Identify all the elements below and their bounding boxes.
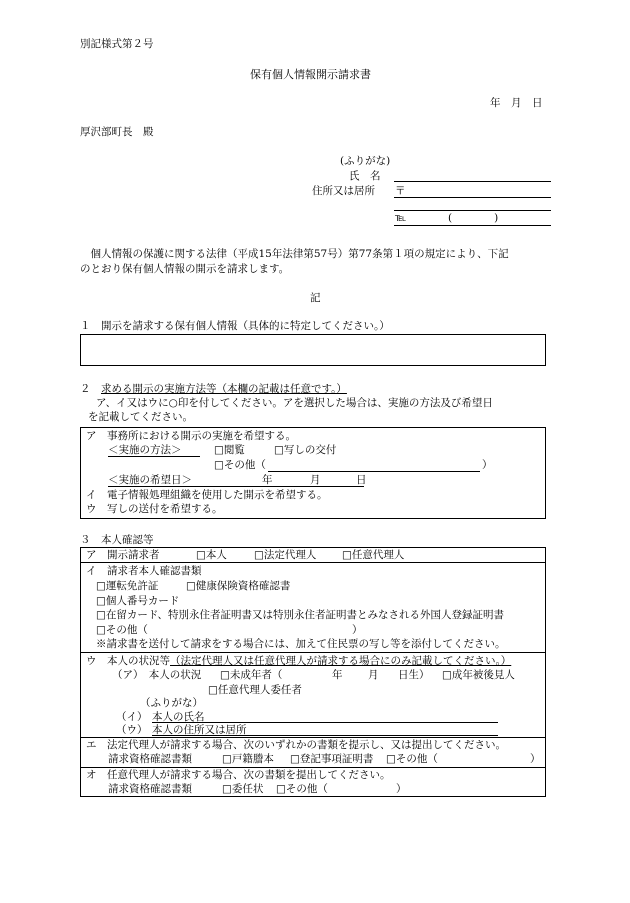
address-field-2[interactable] xyxy=(394,210,551,211)
id-note: ※請求書を送付して請求をする場合には、加えて住民票の写し等を添付してください。 xyxy=(96,638,506,650)
divider xyxy=(80,652,546,653)
legal-agent-docs: 請求資格確認書類 xyxy=(108,753,192,765)
id-other-close: ） xyxy=(352,624,363,636)
section1-title: １ 開示を請求する保有個人情報（具体的に特定してください。） xyxy=(80,320,390,332)
legal-family-register[interactable]: □戸籍謄本 xyxy=(222,753,274,765)
legal-other-close: ） xyxy=(530,753,541,765)
voluntary-other-close: ） xyxy=(396,783,407,795)
id-health-insurance[interactable]: □健康保険資格確認書 xyxy=(186,580,291,592)
id-docs-title: イ 請求者本人確認書類 xyxy=(86,565,202,577)
date-label: ＜実施の希望日＞ xyxy=(108,474,192,486)
section2-note-1: ア、イ又はウに○印を付してください。アを選択した場合は、実施の方法及び希望日 xyxy=(96,397,493,409)
principal-status-a: （ア） 本人の状況 xyxy=(112,669,202,681)
postal-mark: 〒 xyxy=(395,185,406,197)
name-label: 氏 名 xyxy=(349,170,381,182)
intro-line-1: 個人情報の保護に関する法律（平成15年法律第57号）第77条第１項の規定により、下記 xyxy=(80,248,509,260)
principal-status-label: ウ 本人の状況等 xyxy=(86,655,170,667)
minor-year: 年 xyxy=(332,669,343,681)
section1-input-box[interactable] xyxy=(80,334,546,366)
principal-name-field[interactable] xyxy=(152,722,498,723)
method-underline xyxy=(108,456,200,457)
page-title: 保有個人情報開示請求書 xyxy=(250,68,371,81)
section2-title: 求める開示の実施方法等（本欄の記載は任意です。） xyxy=(101,383,347,395)
status-adult-ward[interactable]: □成年被後見人 xyxy=(442,669,515,681)
principal-name-text: 本人の氏名 xyxy=(152,711,205,723)
date-month: 月 xyxy=(310,474,321,486)
requester-self[interactable]: □本人 xyxy=(196,549,227,561)
id-mynumber-card[interactable]: □個人番号カード xyxy=(96,595,180,607)
legal-registry-cert[interactable]: □登記事項証明書 xyxy=(290,753,374,765)
divider xyxy=(80,737,546,738)
section2-option-i[interactable]: イ 電子情報処理組織を使用した開示を希望する。 xyxy=(86,489,328,501)
id-other[interactable]: □その他（ xyxy=(96,624,148,636)
date-field[interactable] xyxy=(108,486,364,487)
minor-birth: 日生） xyxy=(398,669,430,681)
section2-option-u[interactable]: ウ 写しの送付を希望する。 xyxy=(86,503,223,515)
section3-title: ３ 本人確認等 xyxy=(80,534,154,546)
tel-field[interactable] xyxy=(394,225,551,226)
opt-view[interactable]: □閲覧 xyxy=(214,444,245,456)
name-field[interactable] xyxy=(394,181,551,182)
requester-label: ア 開示請求者 xyxy=(86,549,160,561)
date-day: 日 xyxy=(356,474,367,486)
minor-month: 月 xyxy=(368,669,379,681)
legal-agent-title: エ 法定代理人が請求する場合、次のいずれかの書類を提示し、又は提出してください。 xyxy=(86,739,506,751)
principal-status-note: （法定代理人又は任意代理人が請求する場合にのみ記載してください。） xyxy=(170,655,512,667)
section2-note-2: を記載してください。 xyxy=(88,411,193,423)
form-number: 別記様式第２号 xyxy=(80,38,154,50)
divider xyxy=(80,767,546,768)
principal-status-title xyxy=(86,655,511,668)
legal-other[interactable]: □その他（ xyxy=(386,753,438,765)
voluntary-agent-docs: 請求資格確認書類 xyxy=(108,783,192,795)
principal-address-text: 本人の住所又は居所 xyxy=(152,724,247,736)
principal-furigana: （ふりがな） xyxy=(140,697,203,709)
method-label: ＜実施の方法＞ xyxy=(108,444,182,456)
id-residence-card[interactable]: □在留カード、特別永住者証明書又は特別永住者証明書とみなされる外国人登録証明書 xyxy=(96,609,504,621)
section2-number: ２ xyxy=(80,383,101,395)
status-minor[interactable]: □未成年者（ xyxy=(220,669,283,681)
opt-other[interactable]: □その他（ xyxy=(214,459,266,471)
principal-address-field[interactable] xyxy=(152,735,498,736)
voluntary-other[interactable]: □その他（ xyxy=(276,783,328,795)
opt-other-field[interactable] xyxy=(268,471,480,472)
opt-other-close: ） xyxy=(482,459,493,471)
address-label: 住所又は居所 xyxy=(312,185,375,197)
opt-copy[interactable]: □写しの交付 xyxy=(274,444,337,456)
intro-line-2: のとおり保有個人情報の開示を請求します。 xyxy=(80,263,290,275)
section2-heading xyxy=(80,383,347,396)
tel-label: ℡ xyxy=(395,212,407,224)
voluntary-power-of-attorney[interactable]: □委任状 xyxy=(222,783,264,795)
date-line: 年 月 日 xyxy=(490,97,543,109)
section2-option-a[interactable]: ア 事務所における開示の実施を希望する。 xyxy=(86,430,296,442)
divider xyxy=(80,562,546,563)
requester-voluntary-agent[interactable]: □任意代理人 xyxy=(342,549,405,561)
tel-paren: ( ) xyxy=(448,212,499,224)
requester-legal-agent[interactable]: □法定代理人 xyxy=(254,549,317,561)
principal-address-label: （ウ） xyxy=(116,724,148,736)
voluntary-agent-title: オ 任意代理人が請求する場合、次の書類を提出してください。 xyxy=(86,769,391,781)
ki-label: 記 xyxy=(310,292,321,304)
principal-name-label: （イ） xyxy=(116,711,148,723)
furigana-label: (ふりがな) xyxy=(340,155,391,167)
addressee: 厚沢部町長 殿 xyxy=(80,126,154,138)
address-field[interactable] xyxy=(394,197,551,198)
id-driver-license[interactable]: □運転免許証 xyxy=(96,580,159,592)
status-voluntary-principal[interactable]: □任意代理人委任者 xyxy=(208,684,302,696)
date-year: 年 xyxy=(262,474,273,486)
